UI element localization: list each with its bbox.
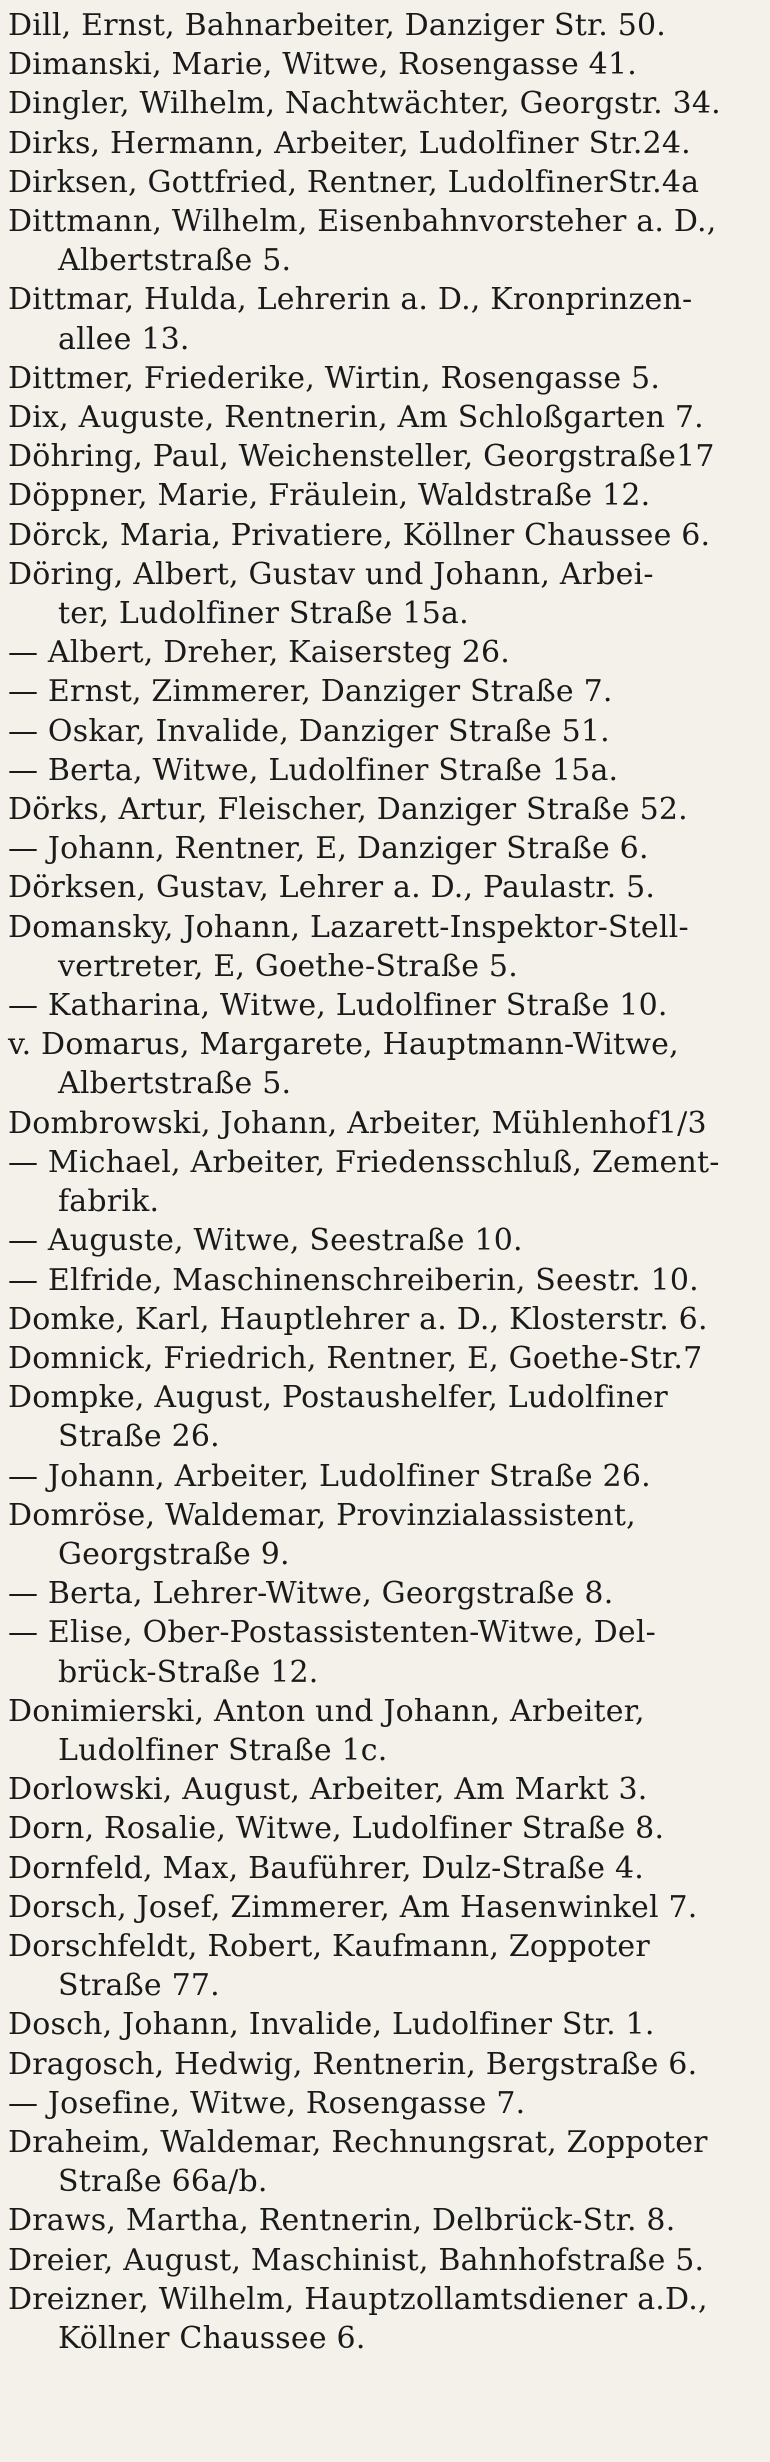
directory-entry xyxy=(8,1025,760,1103)
entry-line: Dosch, Johann, Invalide, Ludolfiner Str. 1. xyxy=(8,2007,655,2043)
entry-continuation-line: ter, Ludolfiner Straße 15a. xyxy=(58,596,469,632)
directory-entry xyxy=(8,1261,760,1300)
entry-line: — Berta, Witwe, Ludolfiner Straße 15a. xyxy=(8,752,619,788)
directory-entry xyxy=(8,84,760,123)
entry-line: Domansky, Johann, Lazarett-Inspektor-Stell- xyxy=(8,909,689,945)
entry-line: Dittmer, Friederike, Wirtin, Rosengasse 5. xyxy=(8,360,661,396)
entry-line: Dittmann, Wilhelm, Eisenbahnvorsteher a. D., xyxy=(8,204,717,240)
entry-line: Domröse, Waldemar, Provinzialassistent, xyxy=(8,1497,636,1533)
directory-entry xyxy=(8,1613,760,1691)
entry-line: Dreizner, Wilhelm, Hauptzollamtsdiener a.D., xyxy=(8,2281,708,2317)
entry-line: Dimanski, Marie, Witwe, Rosengasse 41. xyxy=(8,47,637,83)
entry-line: Döring, Albert, Gustav und Johann, Arbei- xyxy=(8,556,654,592)
entry-continuation-line: Albertstraße 5. xyxy=(58,1066,292,1102)
directory-entry xyxy=(8,751,760,790)
entry-line: — Albert, Dreher, Kaisersteg 26. xyxy=(8,635,511,671)
entry-line: Döhring, Paul, Weichensteller, Georgstraße17 xyxy=(8,439,715,475)
directory-entry xyxy=(8,45,760,84)
directory-entry xyxy=(8,516,760,555)
directory-entry xyxy=(8,829,760,868)
entry-line: Dörksen, Gustav, Lehrer a. D., Paulastr. 5. xyxy=(8,870,656,906)
directory-entry xyxy=(8,476,760,515)
directory-entry xyxy=(8,908,760,986)
entry-line: — Johann, Rentner, E, Danziger Straße 6. xyxy=(8,831,649,867)
directory-entry xyxy=(8,280,760,358)
directory-entry xyxy=(8,398,760,437)
entry-line: Dorschfeldt, Robert, Kaufmann, Zoppoter xyxy=(8,1928,650,1964)
directory-entry xyxy=(8,672,760,711)
entry-line: Döppner, Marie, Fräulein, Waldstraße 12. xyxy=(8,478,651,514)
directory-entry xyxy=(8,555,760,633)
entry-line: — Ernst, Zimmerer, Danziger Straße 7. xyxy=(8,674,613,710)
directory-entry xyxy=(8,1143,760,1221)
entry-line: — Oskar, Invalide, Danziger Straße 51. xyxy=(8,713,610,749)
entry-line: Dirks, Hermann, Arbeiter, Ludolfiner Str.24. xyxy=(8,125,691,161)
entry-line: Dill, Ernst, Bahnarbeiter, Danziger Str. 50. xyxy=(8,8,667,43)
entry-continuation-line: brück-Straße 12. xyxy=(58,1654,319,1690)
entry-continuation-line: Albertstraße 5. xyxy=(58,243,292,279)
entry-continuation-line: Straße 77. xyxy=(58,1968,220,2004)
directory-entry xyxy=(8,2084,760,2123)
entry-line: — Berta, Lehrer-Witwe, Georgstraße 8. xyxy=(8,1576,614,1612)
directory-entry xyxy=(8,2005,760,2044)
directory-entry xyxy=(8,1221,760,1260)
directory-entries xyxy=(8,6,760,2358)
entry-line: Dingler, Wilhelm, Nachtwächter, Georgstr. 34. xyxy=(8,86,721,122)
entry-continuation-line: vertreter, E, Goethe-Straße 5. xyxy=(58,948,518,984)
entry-line: Dompke, August, Postaushelfer, Ludolfiner xyxy=(8,1380,668,1416)
directory-entry xyxy=(8,1300,760,1339)
directory-entry xyxy=(8,2045,760,2084)
directory-entry xyxy=(8,868,760,907)
entry-line: — Auguste, Witwe, Seestraße 10. xyxy=(8,1223,523,1259)
directory-entry xyxy=(8,1574,760,1613)
entry-line: Dörks, Artur, Fleischer, Danziger Straße 52. xyxy=(8,792,688,828)
directory-entry xyxy=(8,437,760,476)
entry-line: Dirksen, Gottfried, Rentner, LudolfinerStr.4a xyxy=(8,164,700,200)
entry-line: — Elfride, Maschinenschreiberin, Seestr. 10. xyxy=(8,1262,699,1298)
entry-line: — Johann, Arbeiter, Ludolfiner Straße 26. xyxy=(8,1458,651,1494)
directory-entry xyxy=(8,712,760,751)
directory-entry xyxy=(8,163,760,202)
entry-line: Dörck, Maria, Privatiere, Köllner Chaussee 6. xyxy=(8,517,711,553)
directory-entry xyxy=(8,1339,760,1378)
entry-line: — Josefine, Witwe, Rosengasse 7. xyxy=(8,2085,526,2121)
entry-continuation-line: Straße 26. xyxy=(58,1419,220,1455)
directory-entry xyxy=(8,1496,760,1574)
entry-continuation-line: fabrik. xyxy=(58,1184,160,1220)
directory-entry xyxy=(8,1888,760,1927)
directory-entry xyxy=(8,1104,760,1143)
entry-continuation-line: Georgstraße 9. xyxy=(58,1536,290,1572)
entry-line: Dornfeld, Max, Bauführer, Dulz-Straße 4. xyxy=(8,1850,645,1886)
directory-entry xyxy=(8,2123,760,2201)
entry-line: Dix, Auguste, Rentnerin, Am Schloßgarten 7. xyxy=(8,400,704,436)
entry-continuation-line: allee 13. xyxy=(58,321,190,357)
directory-entry xyxy=(8,6,760,45)
entry-continuation-line: Köllner Chaussee 6. xyxy=(58,2320,366,2356)
entry-line: Dombrowski, Johann, Arbeiter, Mühlenhof1/3 xyxy=(8,1105,707,1141)
directory-entry xyxy=(8,2201,760,2240)
directory-entry xyxy=(8,2241,760,2280)
directory-entry xyxy=(8,633,760,672)
directory-entry xyxy=(8,1692,760,1770)
directory-entry xyxy=(8,202,760,280)
entry-line: — Katharina, Witwe, Ludolfiner Straße 10. xyxy=(8,988,668,1024)
entry-line: v. Domarus, Margarete, Hauptmann-Witwe, xyxy=(8,1027,679,1063)
directory-entry xyxy=(8,1927,760,2005)
directory-entry xyxy=(8,1849,760,1888)
directory-entry xyxy=(8,1378,760,1456)
entry-line: Dorn, Rosalie, Witwe, Ludolfiner Straße 8. xyxy=(8,1811,665,1847)
entry-line: Dreier, August, Maschinist, Bahnhofstraße 5. xyxy=(8,2242,705,2278)
directory-entry xyxy=(8,2280,760,2358)
directory-entry xyxy=(8,359,760,398)
entry-line: — Elise, Ober-Postassistenten-Witwe, Del- xyxy=(8,1615,656,1651)
entry-line: Draheim, Waldemar, Rechnungsrat, Zoppoter xyxy=(8,2124,708,2160)
directory-entry xyxy=(8,1809,760,1848)
entry-line: Dorsch, Josef, Zimmerer, Am Hasenwinkel 7. xyxy=(8,1889,698,1925)
entry-line: Dragosch, Hedwig, Rentnerin, Bergstraße 6. xyxy=(8,2046,698,2082)
entry-line: Draws, Martha, Rentnerin, Delbrück-Str. 8. xyxy=(8,2203,676,2239)
directory-entry xyxy=(8,986,760,1025)
entry-continuation-line: Straße 66a/b. xyxy=(58,2164,268,2200)
entry-continuation-line: Ludolfiner Straße 1c. xyxy=(58,1732,388,1768)
entry-line: — Michael, Arbeiter, Friedensschluß, Zement- xyxy=(8,1144,720,1180)
directory-entry xyxy=(8,124,760,163)
entry-line: Dorlowski, August, Arbeiter, Am Markt 3. xyxy=(8,1772,648,1808)
directory-entry xyxy=(8,790,760,829)
entry-line: Donimierski, Anton und Johann, Arbeiter, xyxy=(8,1693,645,1729)
entry-line: Domke, Karl, Hauptlehrer a. D., Klosterstr. 6. xyxy=(8,1301,708,1337)
directory-entry xyxy=(8,1457,760,1496)
entry-line: Dittmar, Hulda, Lehrerin a. D., Kronprinzen- xyxy=(8,282,693,318)
entry-line: Domnick, Friedrich, Rentner, E, Goethe-Str.7 xyxy=(8,1340,703,1376)
directory-entry xyxy=(8,1770,760,1809)
